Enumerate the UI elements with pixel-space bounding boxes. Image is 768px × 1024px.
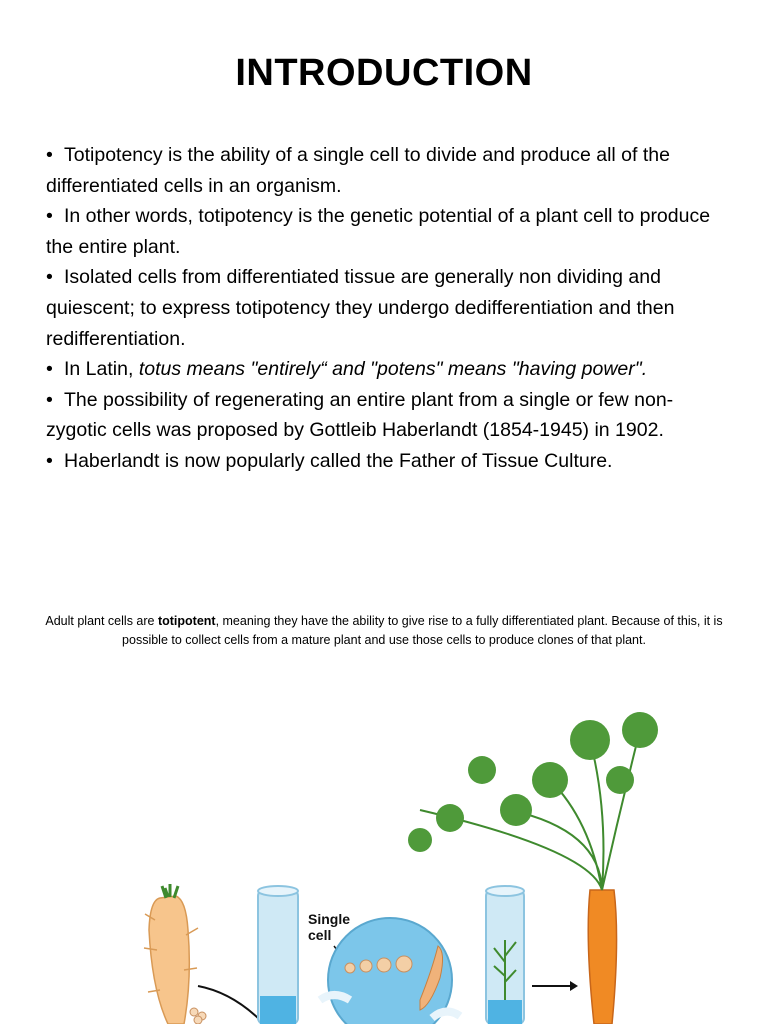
bullet-text: Totipotency is the ability of a single cell to divide and produce all of the differentiated cells in an organism. bbox=[46, 144, 670, 197]
bullet-item bbox=[46, 354, 726, 385]
bullet-dot: • bbox=[46, 266, 53, 289]
bullet-dot: • bbox=[46, 388, 53, 411]
arrow-icon bbox=[198, 986, 258, 1018]
caption-text-after: , meaning they have the ability to give rise to a fully differentiated plant. Because of this, it is possible to collect cells from a mature plant and use those cells to produce clones of that plant. bbox=[122, 614, 723, 647]
bullet-text: In Latin, bbox=[64, 358, 139, 381]
carrot-cloning-illustration bbox=[120, 700, 680, 1024]
bullet-dot: • bbox=[46, 449, 53, 472]
bullet-item bbox=[46, 140, 726, 201]
bullet-dot: • bbox=[46, 358, 53, 381]
page-title: INTRODUCTION bbox=[235, 52, 533, 94]
totipotency-figure bbox=[120, 700, 680, 1024]
arrow-right-icon bbox=[532, 981, 578, 991]
culture-dish-icon bbox=[320, 918, 460, 1024]
bullet-item bbox=[46, 262, 726, 354]
figure-caption bbox=[40, 612, 728, 650]
bullet-item bbox=[46, 201, 726, 262]
bullet-item bbox=[46, 385, 726, 446]
single-cell-label-line2: cell bbox=[308, 927, 332, 943]
bullet-dot: • bbox=[46, 144, 53, 166]
bullet-text: Haberlandt is now popularly called the Father of Tissue Culture. bbox=[64, 449, 613, 472]
cell-cluster-icon bbox=[190, 1008, 206, 1024]
test-tube-icon bbox=[258, 886, 298, 1024]
bullet-text: The possibility of regenerating an entire plant from a single or few non-zygotic cells was proposed by Gottleib Haberlandt (1854-1945) in 1902. bbox=[46, 388, 674, 442]
test-tube-plantlet-icon bbox=[486, 886, 524, 1024]
bullet-item bbox=[46, 446, 726, 477]
bullet-text: Isolated cells from differentiated tissue are generally non dividing and quiescent; to express totipotency they undergo dedifferentiation and then redifferentiation. bbox=[46, 266, 675, 350]
bullet-italic-text: totus means "entirely“ and "potens" means "having power". bbox=[138, 358, 648, 381]
single-cell-label-line1: Single bbox=[308, 911, 351, 927]
bullet-list bbox=[46, 140, 726, 477]
bullet-text: In other words, totipotency is the genetic potential of a plant cell to produce the entire plant. bbox=[46, 205, 711, 258]
carrot-root-icon bbox=[144, 884, 198, 1024]
bullet-dot: • bbox=[46, 205, 53, 228]
caption-bold-term: totipotent bbox=[157, 614, 216, 628]
caption-text-before: Adult plant cells are bbox=[45, 614, 158, 628]
